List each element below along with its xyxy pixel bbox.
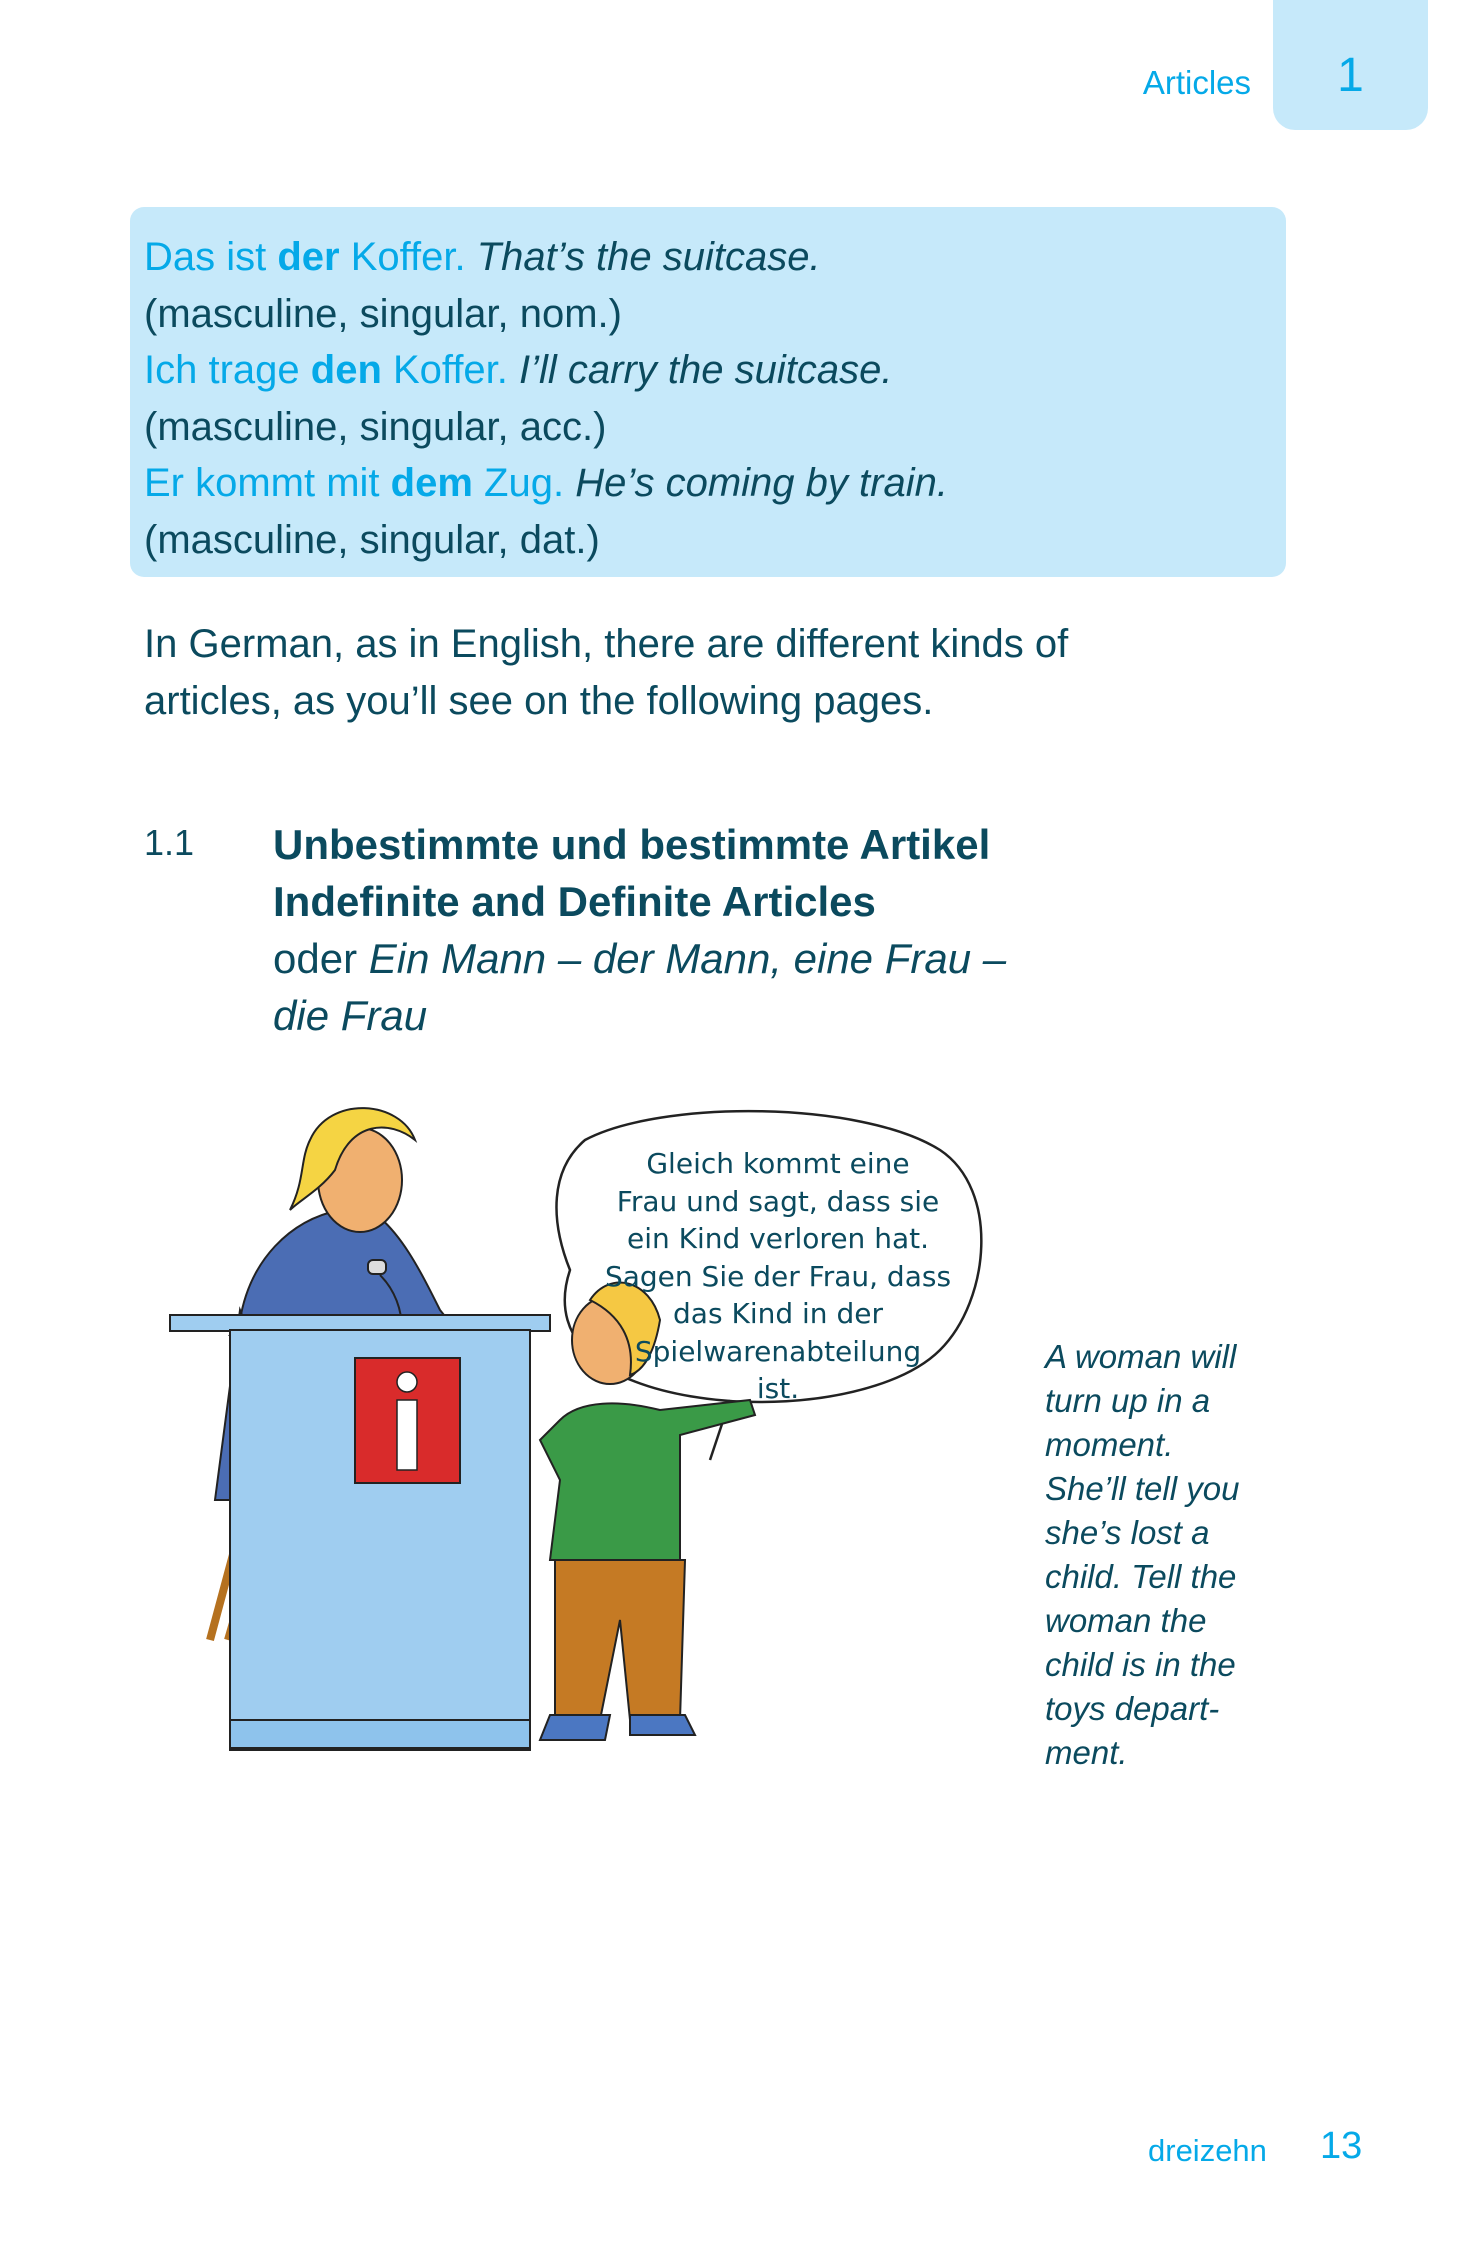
illustration-caption: A woman will turn up in a moment. She’ll tell you she’s lost a child. Tell the woman the child is in the toys depart- ment. (1045, 1338, 1240, 1771)
example-line: Das ist der Koffer. That’s the suitcase. (144, 235, 821, 279)
grammar-note: (masculine, singular, nom.) (144, 291, 622, 336)
section-subtitle-cont: die Frau (273, 992, 428, 1039)
chapter-title: Articles (1142, 64, 1251, 101)
intro-paragraph: In German, as in English, there are different kinds of articles, as you’ll see on the following pages. (144, 622, 1069, 723)
page-number: 13 (1320, 2125, 1363, 2167)
section-heading (273, 816, 1006, 1044)
chapter-number: 1 (1337, 49, 1364, 102)
page-number-word: dreizehn (1148, 2133, 1267, 2168)
section-number: 1.1 (144, 822, 195, 863)
grammar-note: (masculine, singular, acc.) (144, 404, 607, 449)
example-line: Er kommt mit dem Zug. He’s coming by train. (144, 461, 948, 505)
section-subtitle: oder Ein Mann – der Mann, eine Frau – (273, 935, 1007, 982)
section-title-de: Unbestimmte und bestimmte Artikel (273, 821, 991, 868)
section-title-en: Indefinite and Definite Articles (273, 878, 876, 925)
chapter-tab (1273, 0, 1428, 130)
example-box (130, 207, 1286, 577)
example-line: Ich trage den Koffer. I’ll carry the suitcase. (144, 348, 893, 392)
grammar-note: (masculine, singular, dat.) (144, 517, 600, 562)
speech-bubble-text: Gleich kommt eine Frau und sagt, dass sie ein Kind verloren hat. Sagen Sie der Frau, dass das Kind in der Spielwarenabteilung ist. (604, 1147, 952, 1405)
